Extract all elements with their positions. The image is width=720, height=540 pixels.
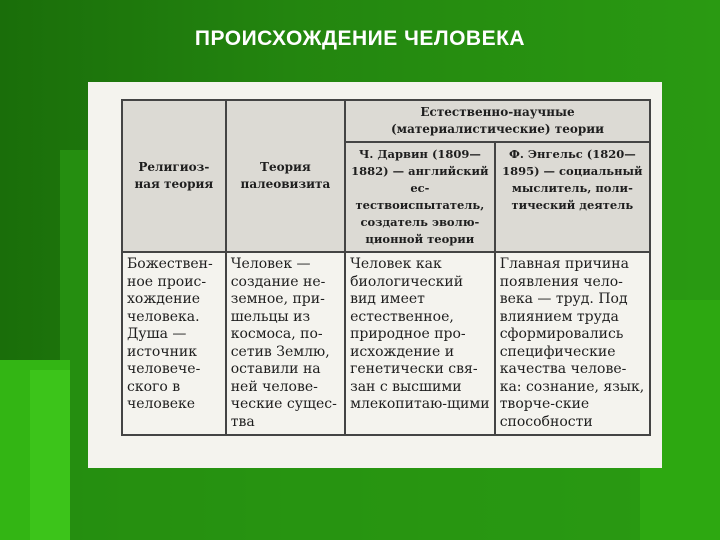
background-block-left-inner bbox=[30, 370, 70, 540]
header-engels: Ф. Энгельс (1820—1895) — социальный мыслитель, поли-тический деятель bbox=[495, 142, 650, 252]
origin-theories-table bbox=[121, 99, 651, 436]
header-religious-theory: Религиоз-ная теория bbox=[122, 100, 226, 252]
header-natural-science-theories: Естественно-научные (материалистические) теории bbox=[345, 100, 650, 142]
cell-engels: Главная причина появления чело-века — труд. Под влиянием труда сформировались специфические качества челове-ка: сознание, язык, творче-ские способности bbox=[495, 252, 650, 435]
table-row bbox=[122, 252, 650, 435]
header-darwin: Ч. Дарвин (1809—1882) — английский ес-тествоиспытатель, создатель эволю-ционной теории bbox=[345, 142, 495, 252]
table-card bbox=[88, 82, 662, 468]
cell-darwin: Человек как биологический вид имеет естественное, природное про-исхождение и генетически свя-зан с высшими млекопитаю-щими bbox=[345, 252, 495, 435]
cell-religious: Божествен-ное проис-хождение человека. Душа — источник человече-ского в человеке bbox=[122, 252, 226, 435]
slide-title: ПРОИСХОЖДЕНИЕ ЧЕЛОВЕКА bbox=[194, 27, 526, 50]
header-paleovisit-theory: Теория палеовизита bbox=[226, 100, 345, 252]
cell-paleovisit: Человек — создание не-земное, при-шельцы из космоса, по-сетив Землю, оставили на ней челове-ческие сущес-тва bbox=[226, 252, 345, 435]
